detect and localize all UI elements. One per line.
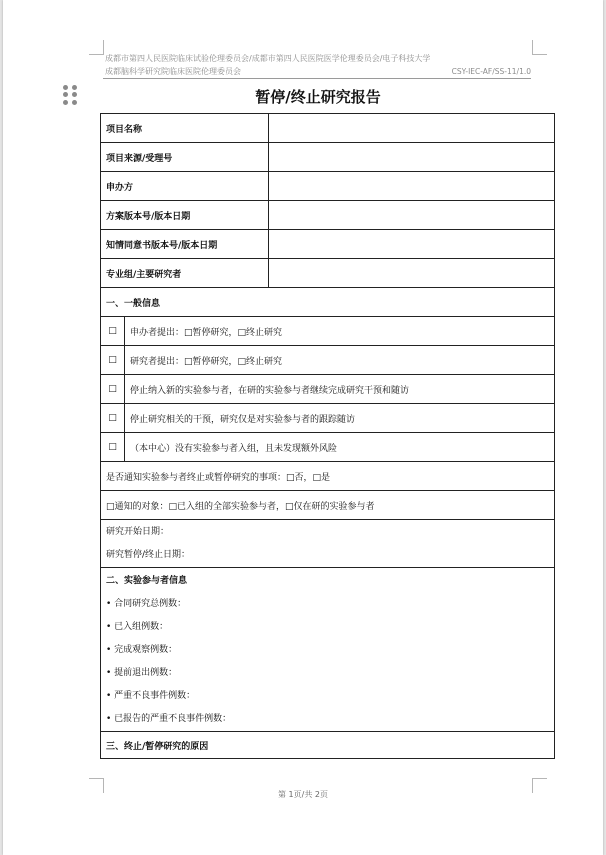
list-item: • 已报告的严重不良事件例数：: [106, 714, 232, 724]
field-label: 方案版本号/版本日期: [101, 201, 269, 230]
start-date-label: 研究开始日期：: [106, 526, 170, 537]
form-row: [101, 462, 555, 491]
list-item: • 合同研究总例数：: [106, 599, 187, 609]
option-text: 停止纳入新的实验参与者，在研的实验参与者继续完成研究干预和随访: [125, 375, 555, 404]
option-row: [101, 375, 555, 404]
protocol-version-field[interactable]: [269, 201, 555, 230]
option-text: 申办者提出：□暂停研究，□终止研究: [125, 317, 555, 346]
form-row: [101, 172, 555, 201]
investigator-field[interactable]: [269, 259, 555, 288]
document-title: 暂停/终止研究报告: [255, 88, 381, 106]
option-row: [101, 346, 555, 375]
notify-question[interactable]: 是否通知实验参与者终止或暂停研究的事项：□否，□是: [101, 462, 555, 491]
list-item: • 已入组例数：: [106, 622, 169, 632]
option-checkbox[interactable]: □: [101, 375, 125, 404]
header-doc-code: CSY-IEC-AF/SS-11/1.0: [451, 67, 531, 76]
form-row: [101, 491, 555, 520]
header-organization: 成都市第四人民医院临床试验伦理委员会/成都市第四人民医院医学伦理委员会/电子科技大学成都脑科学研究院临床医院伦理委员会: [105, 54, 431, 76]
project-source-field[interactable]: [269, 143, 555, 172]
list-item: • 严重不良事件例数：: [106, 691, 196, 701]
field-label: 专业组/主要研究者: [101, 259, 269, 288]
end-date-label: 研究暂停/终止日期：: [106, 549, 191, 560]
date-cell[interactable]: [101, 520, 555, 568]
option-text: 研究者提出：□暂停研究，□终止研究: [125, 346, 555, 375]
list-item: • 提前退出例数：: [106, 668, 178, 678]
list-item: • 完成观察例数：: [106, 645, 178, 655]
option-row: [101, 317, 555, 346]
form-row: [101, 259, 555, 288]
project-name-field[interactable]: [269, 114, 555, 143]
participant-info-cell[interactable]: [101, 568, 555, 732]
field-label: 申办方: [101, 172, 269, 201]
form-row: [101, 143, 555, 172]
option-row: [101, 404, 555, 433]
field-label: 项目名称: [101, 114, 269, 143]
field-label: 知情同意书版本号/版本日期: [101, 230, 269, 259]
form-row: [101, 230, 555, 259]
page-corner-mark: [532, 40, 547, 55]
page-number: 第 1页/共 2页: [278, 790, 328, 799]
section-title: 一、一般信息: [101, 288, 555, 317]
notify-target[interactable]: □通知的对象：□已入组的全部实验参与者，□仅在研的实验参与者: [101, 491, 555, 520]
section-header-row: [101, 288, 555, 317]
section-title: 二、实验参与者信息: [106, 576, 188, 586]
option-text: 停止研究相关的干预，研究仅是对实验参与者的跟踪随访: [125, 404, 555, 433]
section-title: 三、终止/暂停研究的原因: [101, 732, 555, 759]
consent-version-field[interactable]: [269, 230, 555, 259]
option-checkbox[interactable]: □: [101, 433, 125, 462]
option-checkbox[interactable]: □: [101, 346, 125, 375]
form-row: [101, 201, 555, 230]
drag-handle-icon[interactable]: [63, 85, 77, 105]
section-header-row: [101, 732, 555, 759]
form-row: [101, 568, 555, 732]
option-text: （本中心）没有实验参与者入组，且未发现额外风险: [125, 433, 555, 462]
report-form-table: [100, 113, 555, 759]
page-header: [103, 52, 531, 79]
form-row: [101, 520, 555, 568]
option-checkbox[interactable]: □: [101, 317, 125, 346]
form-row: [101, 114, 555, 143]
document-page: [3, 0, 603, 855]
option-row: [101, 433, 555, 462]
option-checkbox[interactable]: □: [101, 404, 125, 433]
sponsor-field[interactable]: [269, 172, 555, 201]
page-corner-mark: [89, 40, 104, 55]
field-label: 项目来源/受理号: [101, 143, 269, 172]
